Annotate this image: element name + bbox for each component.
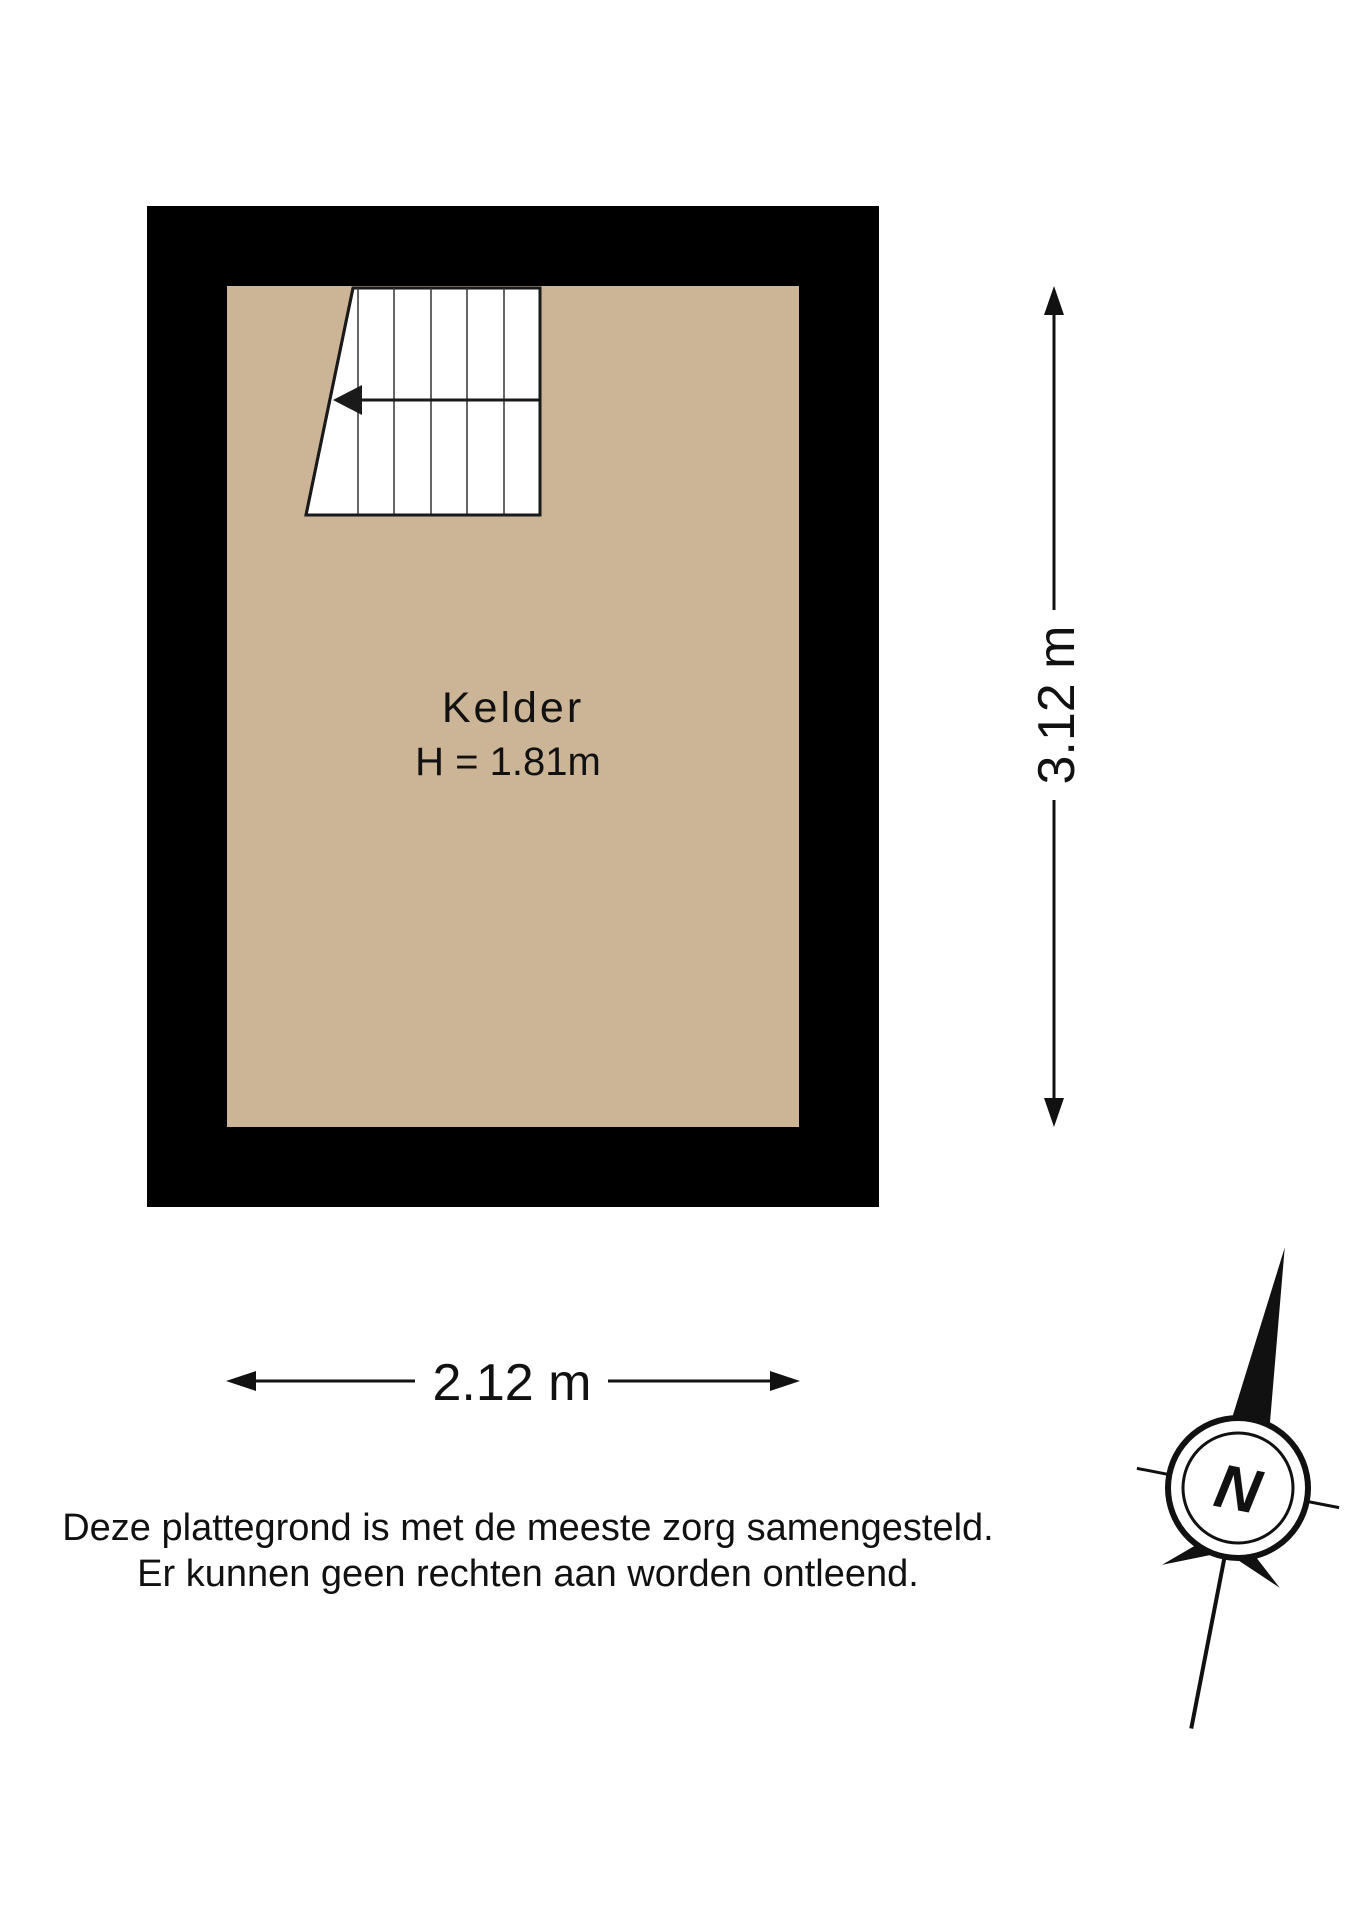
- disclaimer-line-2: Er kunnen geen rechten aan worden ontleend.: [137, 1553, 919, 1595]
- width-dimension: [226, 1354, 800, 1412]
- arrow-up-icon: [1044, 286, 1064, 315]
- arrow-left-icon: [226, 1371, 256, 1391]
- compass-north-needle: [1230, 1244, 1305, 1433]
- arrow-right-icon: [770, 1371, 800, 1391]
- arrow-down-icon: [1044, 1098, 1064, 1127]
- room-height: H = 1.81m: [415, 740, 601, 784]
- height-dimension: [1028, 286, 1086, 1127]
- disclaimer-line-1: Deze plattegrond is met de meeste zorg samengesteld.: [62, 1507, 994, 1549]
- compass-north-label: N: [1209, 1451, 1267, 1528]
- width-dimension-label: 2.12 m: [432, 1354, 592, 1412]
- room-name: Kelder: [441, 684, 585, 732]
- compass-icon: [1090, 1228, 1358, 1748]
- height-dimension-label: 3.12 m: [1028, 625, 1086, 785]
